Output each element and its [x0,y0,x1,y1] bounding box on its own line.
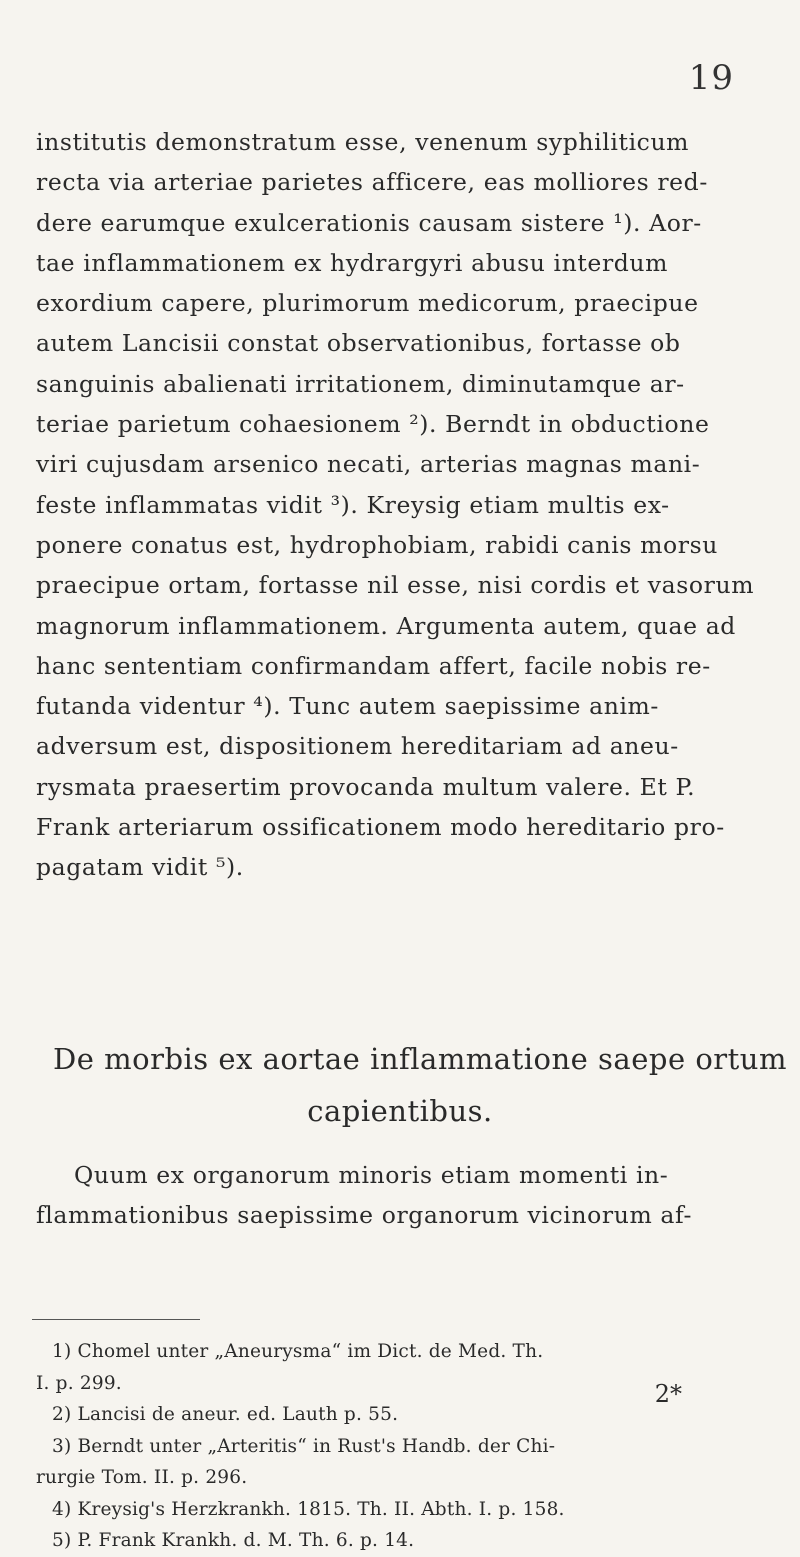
text-line: adversum est, dispositionem hereditariam ad aneu- [36,732,679,761]
text-line: rysmata praesertim provocanda multum valere. Et P. [36,772,696,801]
footnote: 2) Lancisi de aneur. ed. Lauth p. 55. [52,1404,399,1425]
text-line: autem Lancisii constat observationibus, fortasse ob [36,329,681,358]
text-line: magnorum inflammationem. Argumenta autem, quae ad [36,611,736,640]
text-line: teriae parietum cohaesionem ²). Berndt in obductione [36,410,710,439]
text-line: viri cujusdam arsenico necati, arterias magnas mani- [36,450,701,479]
text-line: futanda videntur ⁴). Tunc autem saepissime anim- [36,692,659,721]
footnote: 4) Kreysig's Herzkrankh. 1815. Th. II. Abth. I. p. 158. [52,1498,565,1520]
text-line: dere earumque exulcerationis causam sistere ¹). Aor- [36,208,702,237]
footnote-rule [32,1319,200,1320]
footnotes [36,1336,776,1557]
text-line: Quum ex organorum minoris etiam momenti in- [74,1161,669,1189]
footnote-continued: rurgie Tom. II. p. 296. [36,1467,248,1488]
text-line: hanc sententiam confirmandam affert, facile nobis re- [36,651,711,680]
footnote: 1) Chomel unter „Aneurysma“ im Dict. de Med. Th. [52,1341,544,1362]
page-number: 19 [688,58,734,98]
text-line: Frank arteriarum ossificationem modo hereditario pro- [36,813,725,842]
paragraph-main [36,122,766,888]
footnote: 3) Berndt unter „Arteritis“ in Rust's Handb. der Chi- [52,1435,556,1457]
footnote: 5) P. Frank Krankh. d. M. Th. 6. p. 14. [52,1530,415,1551]
text-line: sanguinis abalienati irritationem, diminutamque ar- [36,369,685,398]
paragraph-second [36,1155,766,1236]
section-heading: De morbis ex aortae inflammatione saepe ortum [53,1042,787,1076]
text-line: ponere conatus est, hydrophobiam, rabidi canis morsu [36,530,718,559]
text-line: exordium capere, plurimorum medicorum, praecipue [36,289,699,318]
footnote-continued: I. p. 299. [36,1372,122,1394]
section-heading-continued: capientibus. [307,1094,493,1128]
text-line: tae inflammationem ex hydrargyri abusu interdum [36,248,669,277]
text-line: recta via arteriae parietes afficere, eas molliores red- [36,168,708,197]
text-line: institutis demonstratum esse, venenum syphiliticum [36,128,690,156]
text-line: pagatam vidit ⁵). [36,853,244,882]
text-line: feste inflammatas vidit ³). Kreysig etiam multis ex- [36,490,670,519]
text-line: praecipue ortam, fortasse nil esse, nisi cordis et vasorum [36,571,755,600]
signature-mark: 2* [654,1380,682,1408]
text-line: flammationibus saepissime organorum vicinorum af- [36,1201,693,1230]
